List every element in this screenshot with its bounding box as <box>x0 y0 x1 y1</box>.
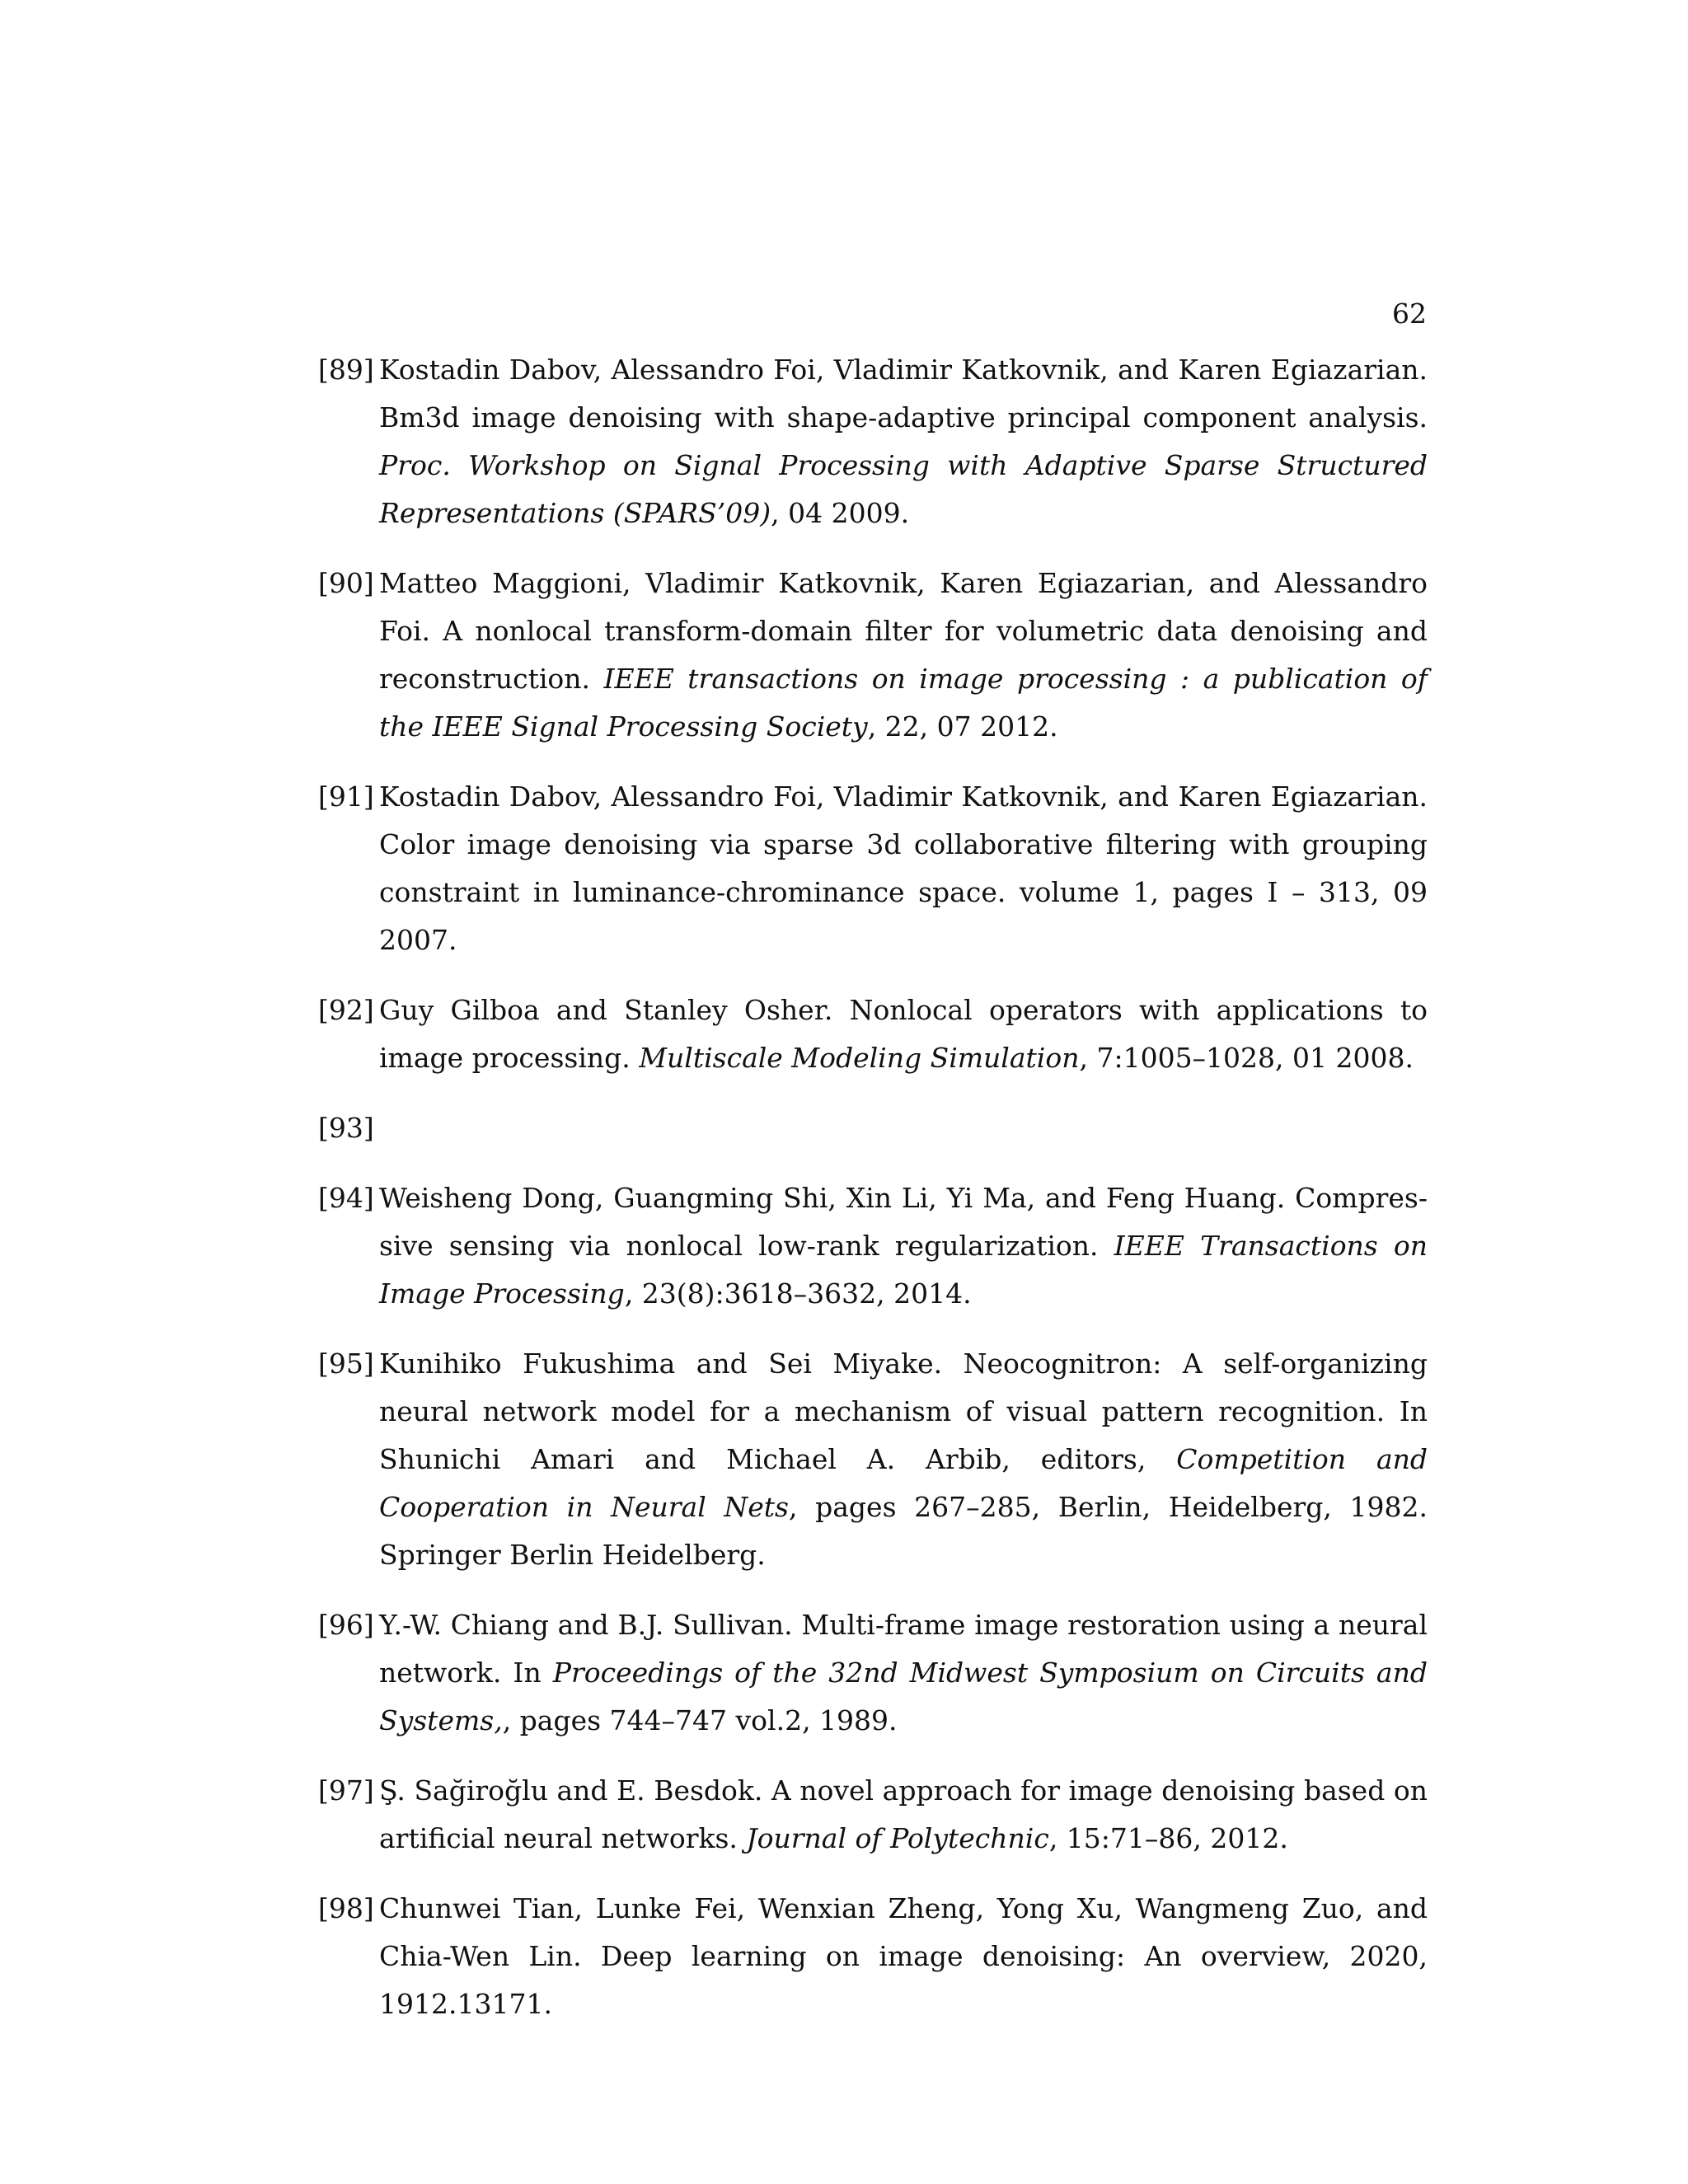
reference-text <box>379 1767 1428 1863</box>
reference-label: [96] <box>318 1609 374 1641</box>
reference-list <box>318 346 1428 2050</box>
reference-entry-90 <box>318 560 1428 751</box>
reference-entry-97 <box>318 1767 1428 1863</box>
reference-entry-94 <box>318 1174 1428 1318</box>
reference-entry-91 <box>318 773 1428 964</box>
reference-text <box>379 773 1428 964</box>
reference-venue: Journal of Polytechnic <box>746 1822 1049 1854</box>
reference-main-text: Weisheng Dong, Guangming Shi, Xin Li, Yi Ma, and Feng Huang. Compressive sensing via nonlocal low-rank regularization. <box>379 1182 1428 1262</box>
reference-label: [94] <box>318 1182 374 1214</box>
reference-tail-text: , 7:1005–1028, 01 2008. <box>1079 1042 1414 1074</box>
reference-entry-95 <box>318 1340 1428 1579</box>
reference-tail-text: , pages 267–285, Berlin, Heidelberg, 1982. Springer Berlin Heidelberg. <box>379 1491 1428 1571</box>
reference-main-text: Kunihiko Fukushima and Sei Miyake. Neocognitron: A self-organizing neural network model for a mechanism of visual pattern recognition. In Shunichi Amari and Michael A. Arbib, editors, <box>379 1347 1428 1475</box>
reference-text <box>379 1885 1428 2028</box>
reference-text <box>379 346 1428 537</box>
reference-label: [98] <box>318 1892 374 1924</box>
reference-text <box>379 1340 1428 1579</box>
reference-label: [93] <box>318 1112 374 1144</box>
reference-label: [90] <box>318 567 374 599</box>
reference-venue: Proceedings of the 32nd Midwest Symposium on Circuits and Systems, <box>379 1657 1428 1736</box>
reference-entry-98 <box>318 1885 1428 2028</box>
reference-text <box>379 1174 1428 1318</box>
reference-entry-89 <box>318 346 1428 537</box>
reference-venue: Multiscale Modeling Simulation <box>639 1042 1080 1074</box>
reference-label: [89] <box>318 354 374 386</box>
reference-tail-text: , 23(8):3618–3632, 2014. <box>624 1277 972 1310</box>
reference-entry-92 <box>318 987 1428 1082</box>
reference-tail-text: , pages 744–747 vol.2, 1989. <box>502 1704 898 1736</box>
reference-venue: Competition and Cooperation in Neural Nets <box>379 1443 1428 1523</box>
reference-main-text: Kostadin Dabov, Alessandro Foi, Vladimir Katkovnik, and Karen Egiazarian. Color image denoising via sparse 3d collaborative filtering with grouping constraint in luminance-chrominance space. volume 1, pages I – 313, 09 2007. <box>379 780 1428 956</box>
reference-entry-96 <box>318 1601 1428 1745</box>
reference-tail-text: , 15:71–86, 2012. <box>1048 1822 1288 1854</box>
reference-venue: IEEE Transactions on Image Processing <box>379 1230 1428 1310</box>
reference-main-text: Ş. Sağiroğlu and E. Besdok. A novel approach for image denoising based on artificial neural networks. <box>379 1774 1428 1854</box>
reference-label: [91] <box>318 780 374 813</box>
reference-tail-text: , 04 2009. <box>771 497 910 529</box>
reference-text <box>379 987 1428 1082</box>
reference-label: [95] <box>318 1347 374 1380</box>
reference-main-text: Matteo Maggioni, Vladimir Katkovnik, Karen Egiazarian, and Alessandro Foi. A nonlocal transform-domain filter for volumetric data denoising and reconstruction. <box>379 567 1428 695</box>
page-number: 62 <box>1392 298 1427 330</box>
reference-entry-93 <box>318 1104 1428 1152</box>
reference-main-text: Chunwei Tian, Lunke Fei, Wenxian Zheng, Yong Xu, Wangmeng Zuo, and Chia-Wen Lin. Deep learning on image denoising: An overview, 2020, 1912.13171. <box>379 1892 1428 2020</box>
reference-main-text: Kostadin Dabov, Alessandro Foi, Vladimir Katkovnik, and Karen Egiazarian. Bm3d image denoising with shape-adaptive principal component analysis. <box>379 354 1428 434</box>
reference-label: [97] <box>318 1774 374 1807</box>
reference-main-text: Guy Gilboa and Stanley Osher. Nonlocal operators with applications to image processing. <box>379 994 1428 1074</box>
reference-tail-text: , 22, 07 2012. <box>867 710 1058 743</box>
reference-text <box>379 560 1428 751</box>
reference-venue: Proc. Workshop on Signal Processing with Adaptive Sparse Structured Representations (SPARS’09) <box>379 449 1428 529</box>
reference-main-text: Y.-W. Chiang and B.J. Sullivan. Multi-frame image restoration using a neural network. In <box>379 1609 1428 1689</box>
reference-venue: IEEE transactions on image processing : a publication of the IEEE Signal Processing Society <box>379 663 1428 743</box>
reference-label: [92] <box>318 994 374 1026</box>
reference-text <box>379 1601 1428 1745</box>
